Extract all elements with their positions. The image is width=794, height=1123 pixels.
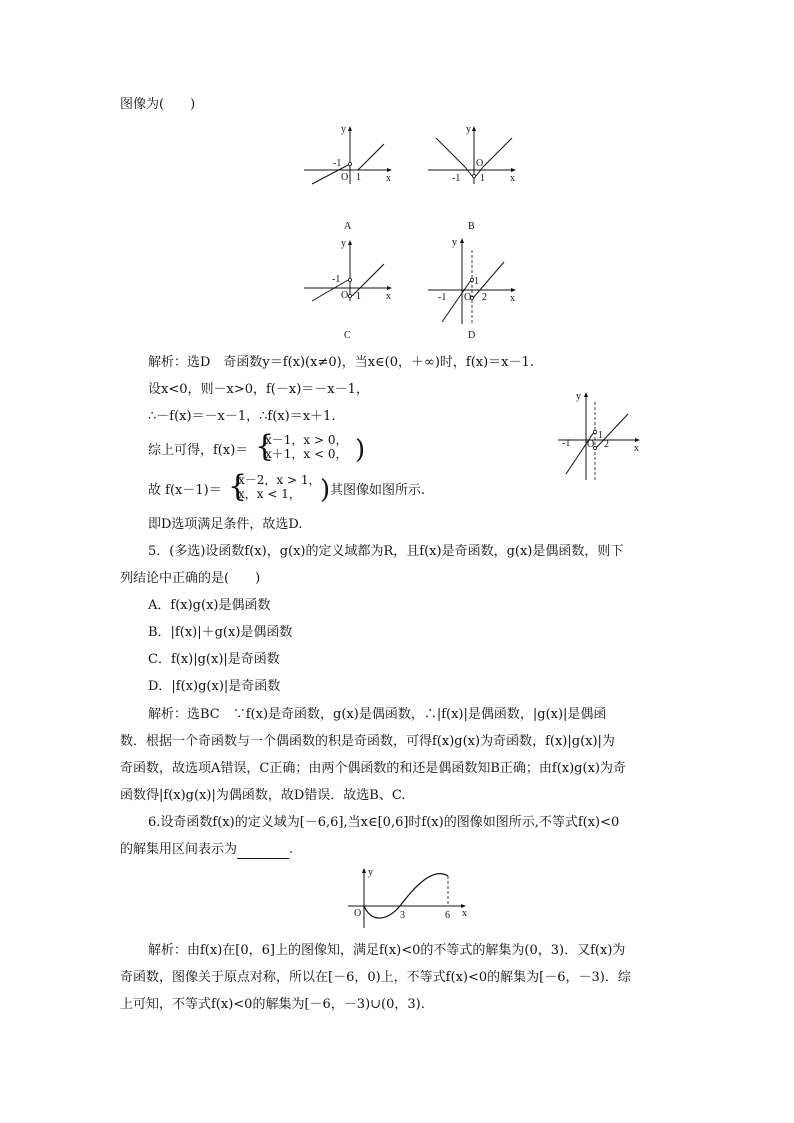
graph-c-mark-1: 1 bbox=[356, 291, 361, 302]
q4-solution-graph bbox=[558, 390, 644, 482]
graph-c-origin: O bbox=[341, 290, 349, 301]
q6-solution-line-1: 解析：由f(x)在[0，6]上的图像知，满足f(x)<0的不等式的解集为(0，3)．又f(x)为 bbox=[148, 943, 626, 958]
q6-graph-x-label: x bbox=[462, 908, 467, 919]
option-d-label: D bbox=[468, 330, 476, 341]
q5-option-a: A．f(x)g(x)是偶函数 bbox=[148, 598, 271, 613]
option-a-label: A bbox=[344, 221, 352, 232]
q4-solution-graph-mark-neg1: -1 bbox=[562, 438, 571, 449]
q5-option-b: B．|f(x)|＋g(x)是偶函数 bbox=[148, 625, 293, 640]
q6-graph-mark-6: 6 bbox=[445, 910, 450, 921]
graph-option-b bbox=[428, 124, 520, 186]
q4-stem-end: 图像为( ) bbox=[120, 97, 196, 112]
q4-solution-line-3: ∴－f(x)＝－x－1，∴f(x)＝x＋1. bbox=[148, 409, 336, 424]
q4-solution-line-1: 解析：选D 奇函数y＝f(x)(x≠0)，当x∈(0，＋∞)时，f(x)＝x－1. bbox=[148, 355, 534, 370]
q4-solution-graph-mark-2: 2 bbox=[604, 439, 609, 450]
q6-graph-mark-3: 3 bbox=[400, 910, 405, 921]
q5-option-d: D．|f(x)g(x)|是奇函数 bbox=[148, 679, 281, 694]
q4-solution-line-5-prefix: 故 f(x－1)＝ bbox=[148, 483, 222, 498]
q5-solution-line-3: 奇函数，故选项A错误，C正确；由两个偶函数的和还是偶函数知B正确；由f(x)g(x)为奇 bbox=[120, 761, 626, 776]
graph-b-mark-neg1: -1 bbox=[452, 173, 461, 184]
graph-d-mark-neg1: -1 bbox=[438, 292, 447, 303]
graph-b-x-label: x bbox=[510, 173, 515, 184]
q4-piecewise-2-case-1: x－2，x > 1， bbox=[238, 473, 321, 487]
q6-graph bbox=[348, 864, 474, 930]
q4-piecewise-1-case-1: x－1，x > 0， bbox=[265, 433, 348, 447]
graph-c-x-label: x bbox=[386, 291, 391, 302]
graph-d-y-label: y bbox=[452, 237, 457, 248]
q6-graph-y-label: y bbox=[368, 867, 373, 878]
q6-stem-line-2 bbox=[120, 841, 293, 859]
q6-solution-line-3: 上可知，不等式f(x)<0的解集为[－6，－3)∪(0，3). bbox=[120, 997, 425, 1012]
q4-solution-line-4-prefix: 综上可得，f(x)＝ bbox=[148, 443, 249, 458]
q5-stem-line-2: 列结论中正确的是( ) bbox=[120, 571, 261, 586]
q5-option-c: C．f(x)|g(x)|是奇函数 bbox=[148, 652, 280, 667]
q4-solution-line-5-suffix: 其图像如图所示. bbox=[330, 483, 426, 498]
graph-option-d bbox=[428, 236, 520, 324]
q4-solution-line-6: 即D选项满足条件，故选D. bbox=[148, 517, 303, 532]
q4-solution-graph-x-label: x bbox=[634, 443, 639, 454]
graph-option-a bbox=[304, 124, 396, 186]
graph-b-mark-1: 1 bbox=[480, 173, 485, 184]
graph-c-mark-neg1: -1 bbox=[332, 274, 341, 285]
graph-a-x-label: x bbox=[386, 173, 391, 184]
option-c-label: C bbox=[344, 330, 351, 341]
answer-blank[interactable] bbox=[237, 846, 289, 859]
q6-stem-line-2-text: 的解集用区间表示为 bbox=[120, 842, 238, 857]
q5-stem-line-1: 5．(多选)设函数f(x)，g(x)的定义域都为R，且f(x)是奇函数，g(x)是偶函数，则下 bbox=[148, 544, 624, 559]
graph-c-y-label: y bbox=[341, 238, 346, 249]
q4-solution-graph-y-label: y bbox=[576, 391, 581, 402]
q4-piecewise-1-case-2: x＋1，x < 0， bbox=[265, 447, 348, 461]
q4-solution-line-4 bbox=[148, 442, 248, 460]
q5-solution-line-1: 解析：选BC ∵f(x)是奇函数，g(x)是偶函数，∴|f(x)|是偶函数，|g(x)|是偶函 bbox=[148, 707, 607, 722]
q6-stem-line-2-end: . bbox=[289, 842, 294, 857]
graph-a-mark-1: 1 bbox=[356, 172, 361, 183]
q4-solution-line-2: 设x<0，则－x>0，f(－x)＝－x－1， bbox=[148, 382, 369, 397]
q4-solution-graph-origin: O bbox=[587, 439, 595, 450]
q4-solution-line-5 bbox=[148, 482, 222, 500]
q4-solution-graph-mark-1: 1 bbox=[598, 430, 603, 441]
graph-d-mark-2: 2 bbox=[482, 292, 487, 303]
q5-solution-line-4: 函数得|f(x)g(x)|为偶函数，故D错误．故选B、C. bbox=[120, 788, 406, 803]
graph-d-mark-1: 1 bbox=[474, 276, 479, 287]
q6-solution-line-2: 奇函数，图像关于原点对称，所以在[－6，0)上，不等式f(x)<0的解集为[－6，－3)．综 bbox=[120, 970, 631, 985]
graph-option-c bbox=[304, 238, 396, 302]
graph-a-mark-neg1: -1 bbox=[333, 158, 342, 169]
q6-stem-line-1: 6.设奇函数f(x)的定义域为[－6,6],当x∈[0,6]时f(x)的图像如图所示,不等式f(x)<0 bbox=[148, 815, 620, 830]
graph-d-x-label: x bbox=[510, 293, 515, 304]
graph-b-origin: O bbox=[476, 158, 484, 169]
graph-b-y-label: y bbox=[466, 124, 471, 135]
q4-piecewise-2-case-2: x，x < 1， bbox=[238, 487, 301, 501]
graph-a-origin: O bbox=[341, 172, 349, 183]
q6-graph-origin: O bbox=[354, 908, 362, 919]
graph-a-y-label: y bbox=[341, 124, 346, 135]
q5-solution-line-2: 数．根据一个奇函数与一个偶函数的积是奇函数，可得f(x)g(x)为奇函数，f(x)|g(x)|为 bbox=[120, 734, 615, 749]
option-b-label: B bbox=[468, 221, 475, 232]
graph-d-origin: O bbox=[464, 292, 472, 303]
